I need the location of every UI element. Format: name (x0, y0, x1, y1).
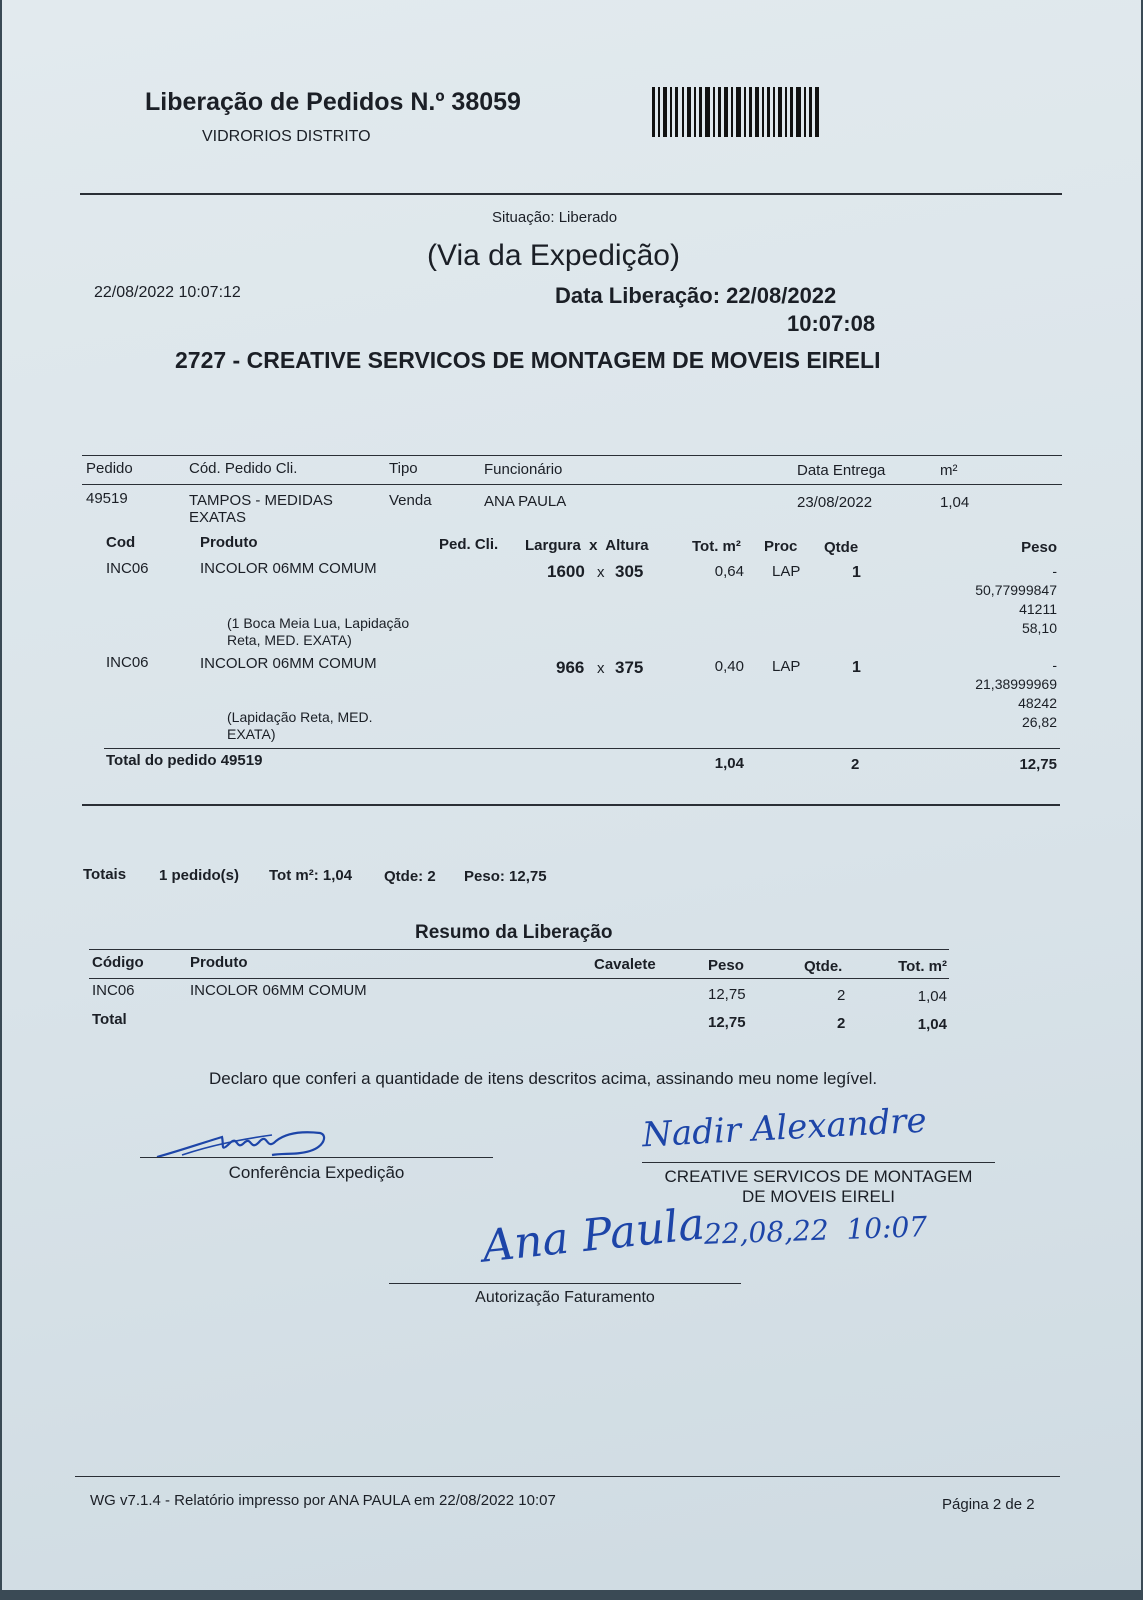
order-header-top-rule (82, 455, 1062, 456)
release-time: 10:07:08 (787, 311, 876, 336)
summary-row-produto: INCOLOR 06MM COMUM (190, 982, 367, 999)
col-qtde: Qtde (824, 539, 859, 556)
totals-tot-m2: Tot m²: 1,04 (269, 867, 353, 884)
col-tipo: Tipo (389, 460, 418, 477)
item-proc: LAP (772, 658, 801, 675)
col-produto: Produto (200, 534, 258, 551)
release-date: Data Liberação: 22/08/2022 (555, 283, 837, 308)
summary-total-label: Total (92, 1011, 127, 1028)
signature-label-bottom: Autorização Faturamento (475, 1289, 655, 1306)
order-data-entrega: 23/08/2022 (797, 494, 873, 511)
signature-line-bottom (389, 1283, 741, 1284)
summary-col-peso: Peso (708, 957, 744, 974)
summary-total-qtde: 2 (837, 1015, 846, 1032)
summary-col-produto: Produto (190, 954, 248, 971)
col-pedido: Pedido (86, 460, 133, 477)
header-divider (80, 193, 1062, 195)
footer-rule (75, 1476, 1060, 1477)
totals-label: Totais (83, 866, 127, 883)
summary-header-rule (89, 978, 949, 979)
summary-total-peso: 12,75 (708, 1014, 746, 1031)
item-largura: 966 (556, 658, 585, 677)
order-total-rule (104, 748, 1060, 749)
items-bottom-divider (82, 804, 1060, 806)
col-largura-altura: Largura x Altura (525, 537, 649, 554)
summary-col-codigo: Código (92, 954, 144, 971)
summary-title: Resumo da Liberação (415, 922, 613, 943)
summary-col-tot-m2: Tot. m² (898, 958, 947, 975)
col-cod: Cod (106, 534, 136, 551)
summary-row-peso: 12,75 (708, 986, 746, 1003)
signature-left-handwriting (152, 1125, 342, 1165)
order-total-qtde: 2 (851, 756, 860, 773)
copy-label: (Via da Expedição) (427, 239, 680, 272)
document-page (2, 0, 1141, 1590)
order-total-m2: 1,04 (714, 755, 744, 772)
summary-row-tot-m2: 1,04 (917, 988, 947, 1005)
summary-row-qtde: 2 (837, 987, 846, 1004)
handwritten-date: 22,08,22 10:07 (703, 1210, 928, 1251)
footer-printed-by: WG v7.1.4 - Relatório impresso por ANA PAULA em 22/08/2022 10:07 (90, 1492, 556, 1509)
order-m2: 1,04 (940, 494, 970, 511)
item-peso: - 21,38999969 48242 26,82 (975, 657, 1057, 730)
signature-label-left: Conferência Expedição (228, 1163, 405, 1182)
col-peso: Peso (1021, 539, 1057, 556)
col-proc: Proc (764, 538, 798, 555)
barcode-icon (652, 87, 822, 137)
order-tipo: Venda (389, 492, 432, 509)
signature-line-right (642, 1162, 995, 1163)
summary-total-tot-m2: 1,04 (917, 1016, 947, 1033)
item-cod: INC06 (106, 560, 149, 577)
item-altura: 305 (615, 562, 644, 581)
item-peso: - 50,77999847 41211 58,10 (975, 563, 1057, 636)
company-name: VIDRORIOS DISTRITO (202, 128, 371, 145)
footer-page-number: Página 2 de 2 (942, 1496, 1035, 1513)
order-total-peso: 12,75 (1019, 756, 1057, 773)
signature-right-handwriting: Nadir Alexandre (641, 1100, 928, 1156)
printed-datetime: 22/08/2022 10:07:12 (94, 284, 241, 301)
summary-top-rule (89, 949, 949, 950)
totals-qtde: Qtde: 2 (384, 868, 436, 885)
col-funcionario: Funcionário (484, 461, 563, 478)
item-tot-m2: 0,40 (714, 658, 744, 675)
order-funcionario: ANA PAULA (484, 493, 567, 510)
summary-col-cavalete: Cavalete (594, 956, 656, 973)
client-name: 2727 - CREATIVE SERVICOS DE MONTAGEM DE MOVEIS EIRELI (175, 347, 881, 373)
item-tot-m2: 0,64 (714, 563, 744, 580)
declaration-text: Declaro que conferi a quantidade de itens descritos acima, assinando meu nome legível. (209, 1069, 878, 1088)
item-note: (Lapidação Reta, MED. EXATA) (227, 709, 373, 742)
signature-bottom-handwriting: Ana Paula (479, 1198, 707, 1273)
item-note: (1 Boca Meia Lua, Lapidação Reta, MED. EXATA) (227, 615, 410, 648)
order-header-bottom-rule (82, 484, 1062, 485)
item-x-separator: x (597, 564, 605, 581)
signature-line-left (140, 1157, 493, 1158)
order-total-label: Total do pedido 49519 (106, 752, 263, 769)
item-largura: 1600 (547, 562, 585, 581)
item-cod: INC06 (106, 654, 149, 671)
summary-col-qtde: Qtde. (804, 958, 843, 975)
totals-peso: Peso: 12,75 (464, 868, 547, 885)
item-produto: INCOLOR 06MM COMUM (200, 655, 377, 672)
col-ped-cli: Ped. Cli. (439, 536, 499, 553)
document-title: Liberação de Pedidos N.º 38059 (145, 88, 521, 116)
item-proc: LAP (772, 563, 801, 580)
signature-label-right: CREATIVE SERVICOS DE MONTAGEM DE MOVEIS EIRELI (664, 1167, 973, 1206)
col-cod-pedido-cli: Cód. Pedido Cli. (189, 460, 298, 477)
order-cod-pedido-cli: TAMPOS - MEDIDAS EXATAS (189, 492, 333, 526)
summary-row-codigo: INC06 (92, 982, 135, 999)
item-qtde: 1 (852, 564, 861, 581)
col-data-entrega: Data Entrega (797, 462, 886, 479)
item-x-separator: x (597, 660, 605, 677)
col-m2: m² (940, 462, 958, 479)
item-qtde: 1 (852, 659, 861, 676)
order-pedido: 49519 (86, 490, 128, 507)
item-produto: INCOLOR 06MM COMUM (200, 560, 377, 577)
col-tot-m2: Tot. m² (692, 538, 741, 555)
item-altura: 375 (615, 658, 644, 677)
totals-pedidos: 1 pedido(s) (159, 867, 240, 884)
situation-label: Situação: Liberado (492, 209, 618, 226)
